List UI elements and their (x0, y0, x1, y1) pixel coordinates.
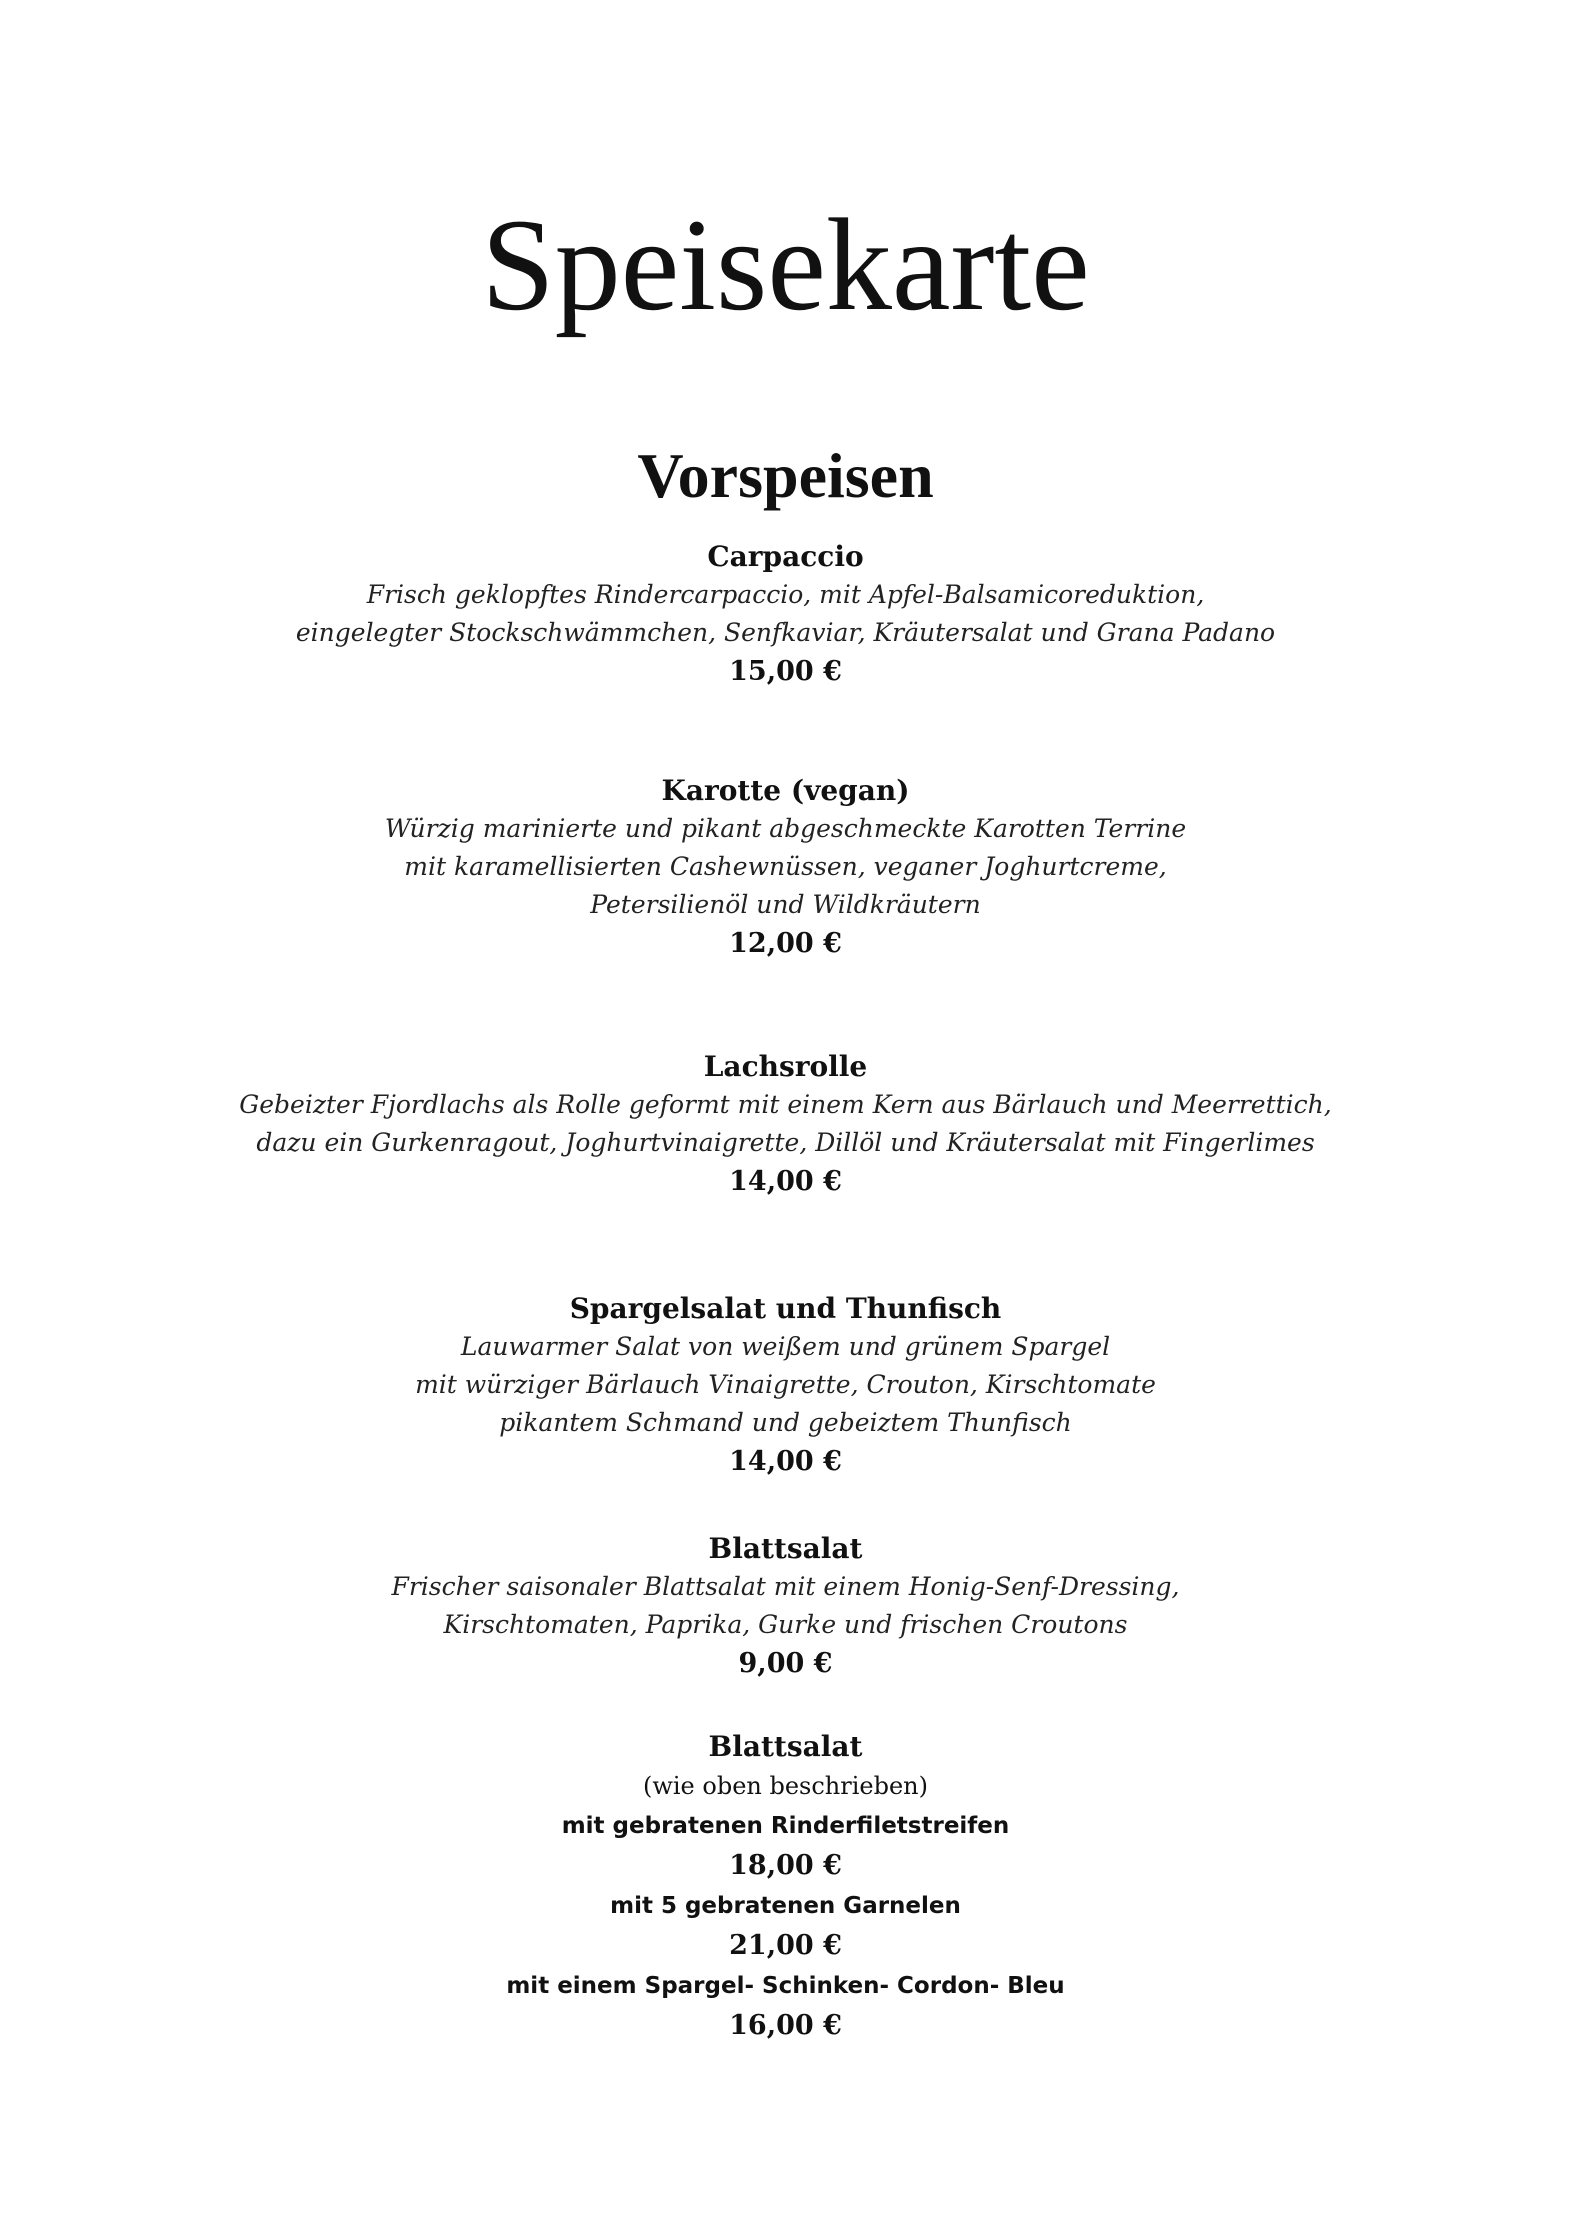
dish-blattsalat (0, 1530, 1571, 1684)
variant-label: mit 5 gebratenen Garnelen (610, 1893, 961, 1919)
dish-description-line: pikantem Schmand und gebeiztem Thunfisch (499, 1408, 1072, 1437)
dish-spargelsalat (0, 1290, 1571, 1482)
dish-description-line: dazu ein Gurkenragout, Joghurtvinaigrette, Dillöl und Kräutersalat mit Fingerlimes (256, 1128, 1315, 1157)
dish-description-line: mit karamellisierten Cashewnüssen, veganer Joghurtcreme, (404, 852, 1167, 881)
dish-price: 14,00 € (729, 1446, 842, 1477)
dish-carpaccio (0, 538, 1571, 692)
dish-description-line: mit würziger Bärlauch Vinaigrette, Crouton, Kirschtomate (415, 1370, 1156, 1399)
dish-description-line: Frischer saisonaler Blattsalat mit einem Honig-Senf-Dressing, (391, 1572, 1180, 1601)
dish-name: Carpaccio (707, 540, 864, 573)
dish-description-line: Petersilienöl und Wildkräutern (590, 890, 981, 919)
dish-description-line: Würzig marinierte und pikant abgeschmeckte Karotten Terrine (384, 814, 1187, 843)
dish-price: 14,00 € (729, 1166, 842, 1197)
dish-description-line: Frisch geklopftes Rindercarpaccio, mit Apfel-Balsamicoreduktion, (366, 580, 1205, 609)
variant-label: mit einem Spargel- Schinken- Cordon- Bleu (506, 1973, 1065, 1999)
page-title: Speisekarte (481, 191, 1090, 338)
dish-description-line: Lauwarmer Salat von weißem und grünem Spargel (460, 1332, 1111, 1361)
variant-price: 16,00 € (729, 2010, 842, 2041)
dish-description-line: Kirschtomaten, Paprika, Gurke und frischen Croutons (443, 1610, 1128, 1639)
dish-description-line: Gebeizter Fjordlachs als Rolle geformt mit einem Kern aus Bärlauch und Meerrettich, (239, 1090, 1332, 1119)
dish-name: Lachsrolle (703, 1050, 868, 1083)
dish-note: (wie oben beschrieben) (642, 1772, 929, 1800)
dish-name: Karotte (vegan) (661, 774, 910, 807)
dish-name: Blattsalat (708, 1532, 863, 1565)
dish-name: Spargelsalat und Thunfisch (569, 1292, 1002, 1325)
variant-price: 18,00 € (729, 1850, 842, 1881)
dish-price: 9,00 € (738, 1648, 833, 1679)
dish-lachsrolle (0, 1048, 1571, 1202)
dish-karotte (0, 772, 1571, 964)
variant-price: 21,00 € (729, 1930, 842, 1961)
dish-price: 12,00 € (729, 928, 842, 959)
dish-blattsalat-variants (0, 1728, 1571, 2046)
dish-price: 15,00 € (729, 656, 842, 687)
variant-label: mit gebratenen Rinderfiletstreifen (561, 1813, 1010, 1839)
dish-description-line: eingelegter Stockschwämmchen, Senfkaviar, Kräutersalat und Grana Padano (295, 618, 1276, 647)
dish-name: Blattsalat (708, 1730, 863, 1763)
section-heading: Vorspeisen (637, 440, 934, 511)
